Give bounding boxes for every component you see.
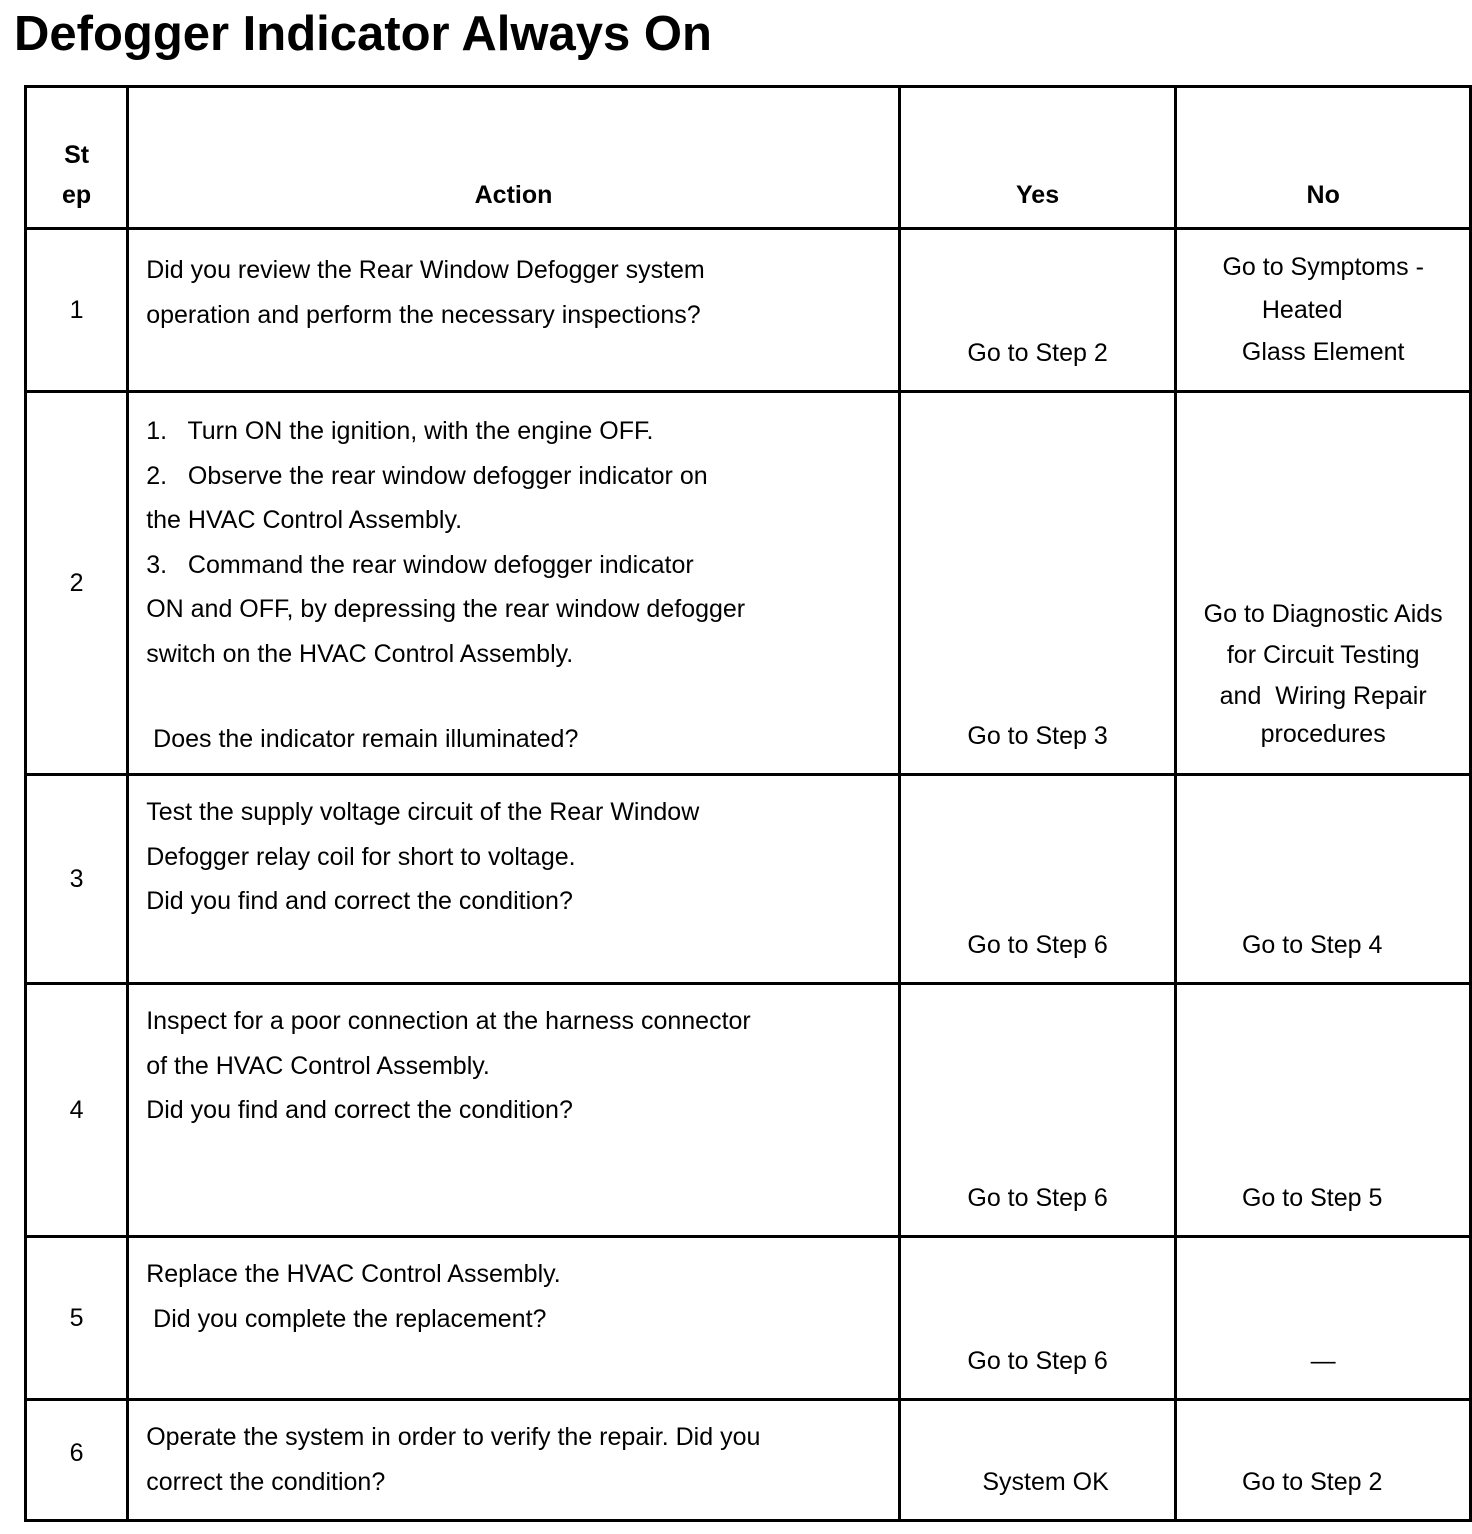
no-result-line: for Circuit Testing — [1226, 641, 1420, 669]
table-row — [26, 392, 1471, 775]
header-step-line-2: ep — [62, 181, 92, 209]
action-cell — [128, 984, 900, 1237]
action-line: Did you review the Rear Window Defogger system — [146, 256, 705, 284]
yes-cell — [899, 775, 1176, 984]
yes-result: Go to Step 6 — [967, 1347, 1108, 1375]
step-number: 4 — [26, 984, 128, 1237]
step-number: 3 — [26, 775, 128, 984]
action-line: operation and perform the necessary inspections? — [146, 300, 701, 329]
action-line: 1. Turn ON the ignition, with the engine OFF. — [146, 417, 654, 445]
no-result-line: Go to Step 4 — [1241, 931, 1383, 959]
yes-result: System OK — [982, 1468, 1109, 1496]
header-step — [26, 87, 128, 229]
no-result-line: and Wiring Repair — [1219, 682, 1427, 710]
no-result-line: Go to Diagnostic Aids — [1203, 600, 1443, 628]
action-line: 3. Command the rear window defogger indicator — [146, 550, 694, 579]
yes-cell — [899, 984, 1176, 1237]
no-result-line: Go to Step 2 — [1241, 1468, 1383, 1496]
no-result-line: — — [1310, 1347, 1336, 1375]
action-line: Did you complete the replacement? — [146, 1304, 547, 1333]
action-line: Test the supply voltage circuit of the Rear Window — [146, 798, 700, 826]
action-line: the HVAC Control Assembly. — [146, 506, 463, 534]
action-line: ON and OFF, by depressing the rear window defogger — [146, 595, 746, 623]
action-cell — [128, 1400, 900, 1521]
action-question: Does the indicator remain illuminated? — [146, 725, 579, 753]
yes-cell — [899, 392, 1176, 775]
step-number: 1 — [26, 229, 128, 392]
action-line: switch on the HVAC Control Assembly. — [146, 639, 574, 668]
table-row — [26, 229, 1471, 392]
no-result-line: procedures — [1260, 720, 1386, 748]
step-number: 2 — [26, 392, 128, 775]
yes-result: Go to Step 6 — [967, 931, 1108, 959]
no-cell — [1176, 1237, 1471, 1400]
action-cell — [128, 1237, 900, 1400]
yes-result: Go to Step 6 — [967, 1184, 1108, 1212]
action-line: Did you find and correct the condition? — [146, 1096, 573, 1124]
yes-result: Go to Step 3 — [967, 722, 1108, 750]
table-header-row — [26, 87, 1471, 229]
step-number: 5 — [26, 1237, 128, 1400]
no-result-line: Go to Symptoms - — [1222, 253, 1424, 281]
header-action: Action — [128, 87, 900, 229]
table-row — [26, 984, 1471, 1237]
action-line: Did you find and correct the condition? — [146, 887, 573, 915]
no-cell — [1176, 984, 1471, 1237]
header-yes: Yes — [899, 87, 1176, 229]
no-cell — [1176, 775, 1471, 984]
no-result-line: Go to Step 5 — [1241, 1184, 1383, 1212]
header-no: No — [1176, 87, 1471, 229]
action-line: 2. Observe the rear window defogger indicator on — [146, 461, 708, 490]
yes-result: Go to Step 2 — [967, 339, 1108, 367]
no-cell — [1176, 229, 1471, 392]
table-row — [26, 1400, 1471, 1521]
no-result-line: Heated — [1261, 296, 1343, 324]
action-line: Operate the system in order to verify the repair. Did you — [146, 1423, 761, 1451]
action-line: Inspect for a poor connection at the harness connector — [146, 1007, 751, 1035]
no-result-line: Glass Element — [1241, 338, 1405, 366]
page-title: Defogger Indicator Always On — [14, 7, 712, 61]
action-line: Defogger relay coil for short to voltage. — [146, 842, 576, 871]
step-number: 6 — [26, 1400, 128, 1521]
no-cell — [1176, 392, 1471, 775]
action-cell — [128, 392, 900, 775]
yes-cell — [899, 1237, 1176, 1400]
action-cell — [128, 775, 900, 984]
header-step-line-1: St — [64, 141, 90, 169]
no-cell — [1176, 1400, 1471, 1521]
table-row — [26, 775, 1471, 984]
diagnostic-table — [24, 85, 1472, 1522]
action-line: correct the condition? — [146, 1467, 386, 1496]
yes-cell — [899, 1400, 1176, 1521]
action-cell — [128, 229, 900, 392]
action-line: Replace the HVAC Control Assembly. — [146, 1260, 561, 1288]
table-row — [26, 1237, 1471, 1400]
action-line: of the HVAC Control Assembly. — [146, 1051, 490, 1080]
